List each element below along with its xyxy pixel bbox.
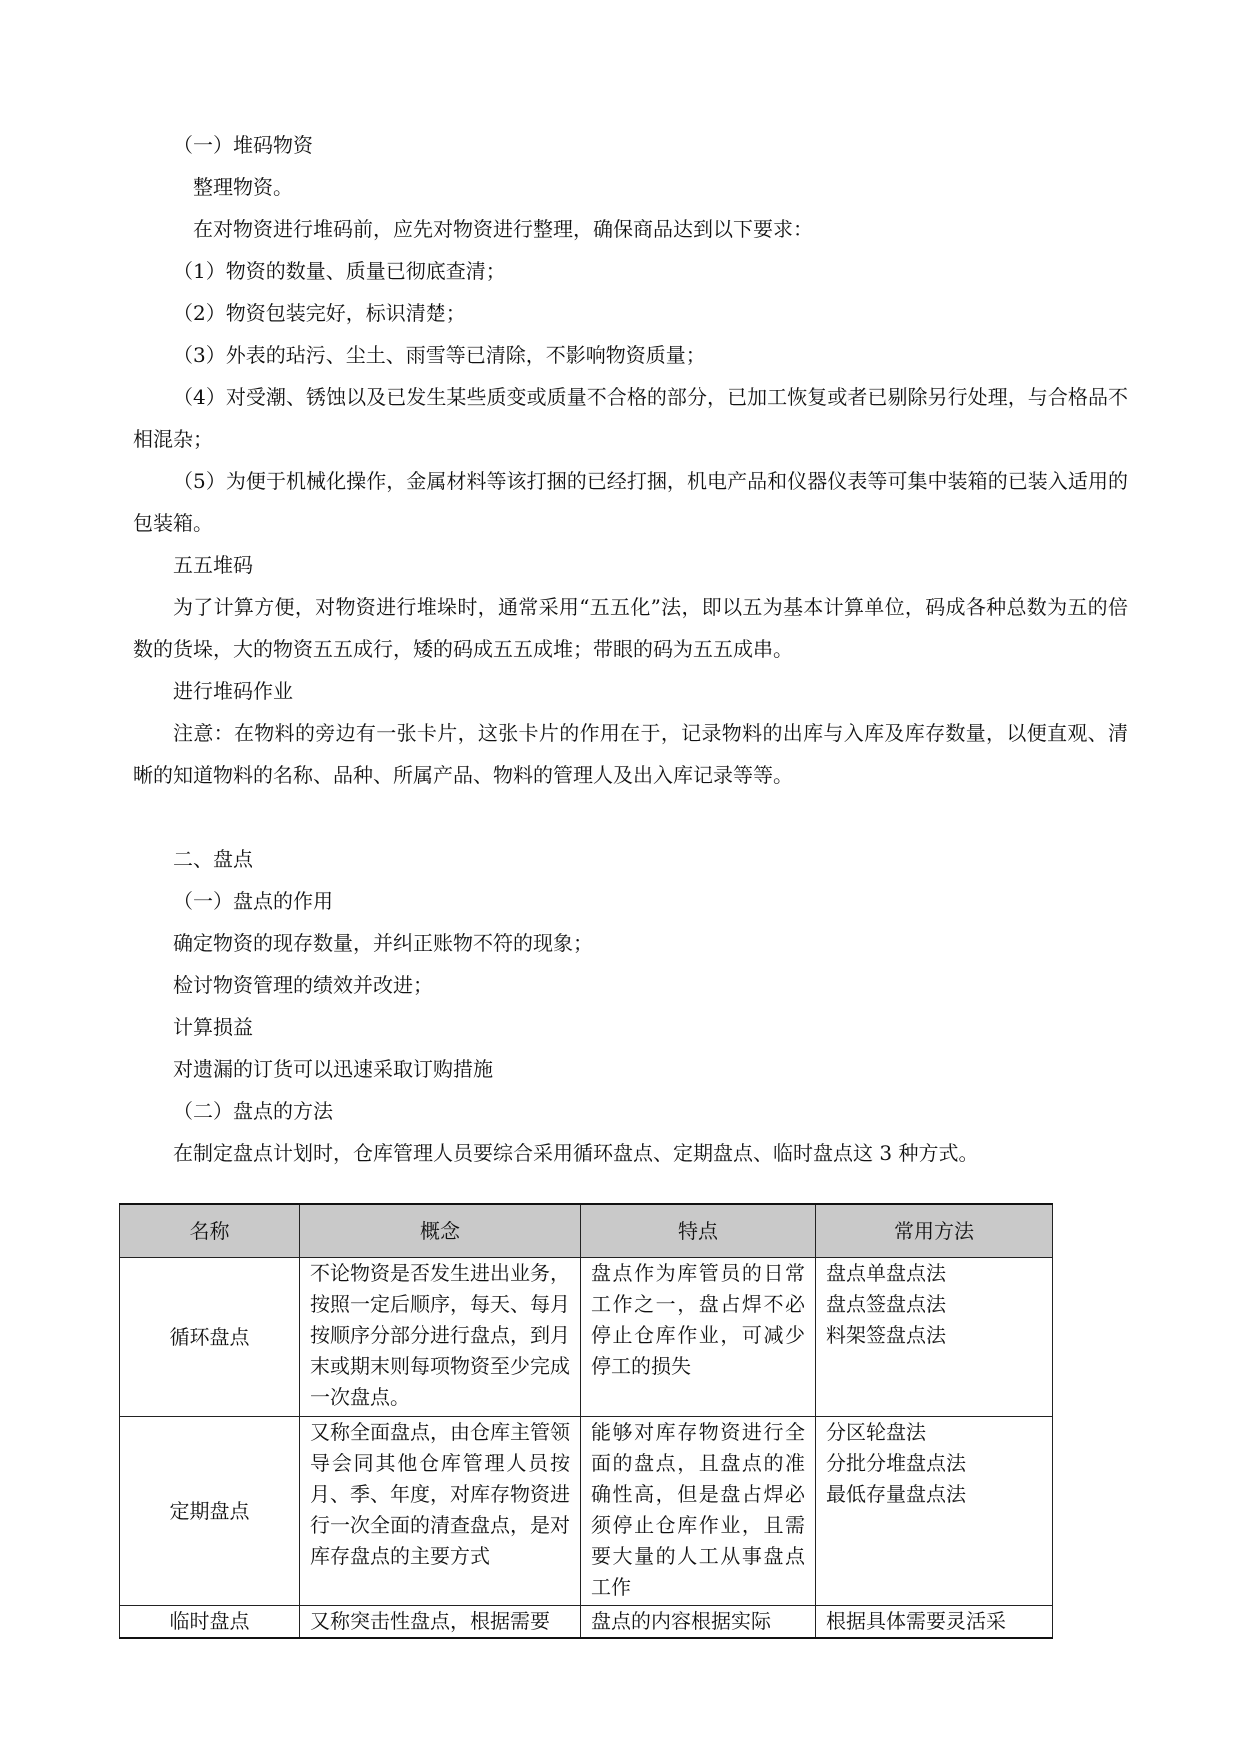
table-row (120, 1417, 1053, 1606)
paragraph-method-intro: 在制定盘点计划时，仓库管理人员要综合采用循环盘点、定期盘点、临时盘点这 3 种方式。 (173, 1141, 979, 1165)
cell-feature: 能够对库存物资进行全面的盘点，且盘点的准确性高，但是盘占焊必须停止仓库作业，且需要大量的人工从事盘点工作 (581, 1417, 816, 1606)
cell-concept: 又称全面盘点，由仓库主管领导会同其他仓库管理人员按月、季、年度，对库存物资进行一次全面的清查盘点，是对库存盘点的主要方式 (300, 1417, 581, 1606)
text-line: 整理物资。 (193, 175, 293, 199)
cell-methods (816, 1258, 1053, 1417)
cell-name: 循环盘点 (120, 1258, 300, 1417)
list-item: 检讨物资管理的绩效并改进； (173, 973, 433, 997)
cell-name: 临时盘点 (120, 1606, 300, 1639)
table-row (120, 1606, 1053, 1639)
inventory-methods-table (119, 1203, 1053, 1639)
cell-methods (816, 1417, 1053, 1606)
table-row (120, 1258, 1053, 1417)
subheading-purpose: （一）盘点的作用 (173, 889, 333, 913)
subheading-operation: 进行堆码作业 (173, 679, 293, 703)
spacer (133, 796, 1128, 838)
list-item: （3）外表的玷污、尘土、雨雪等已清除，不影响物资质量； (173, 343, 706, 367)
column-header: 名称 (120, 1204, 300, 1258)
document-body (133, 124, 1128, 1174)
cell-feature: 盘点的内容根据实际 (581, 1606, 816, 1639)
cell-name: 定期盘点 (120, 1417, 300, 1606)
cell-methods (816, 1606, 1053, 1639)
list-item: （4）对受潮、锈蚀以及已发生某些质变或质量不合格的部分，已加工恢复或者已剔除另行处理，与合格品不相混杂； (133, 385, 1128, 451)
column-header: 概念 (300, 1204, 581, 1258)
method-item: 根据具体需要灵活采 (826, 1609, 1006, 1633)
method-item: 最低存量盘点法 (826, 1482, 966, 1506)
list-item: （1）物资的数量、质量已彻底查清； (173, 259, 506, 283)
list-item: 对遗漏的订货可以迅速采取订购措施 (173, 1057, 493, 1081)
method-item: 盘点单盘点法 (826, 1261, 946, 1285)
method-item: 分批分堆盘点法 (826, 1451, 966, 1475)
text-line: 在对物资进行堆码前，应先对物资进行整理，确保商品达到以下要求： (193, 217, 813, 241)
list-item: 确定物资的现存数量，并纠正账物不符的现象； (173, 931, 593, 955)
list-item: （5）为便于机械化操作，金属材料等该打捆的已经打捆，机电产品和仪器仪表等可集中装箱的已装入适用的包装箱。 (133, 469, 1128, 535)
table-header-row (120, 1204, 1053, 1258)
section-heading: 二、盘点 (173, 847, 253, 871)
column-header: 常用方法 (816, 1204, 1053, 1258)
column-header: 特点 (581, 1204, 816, 1258)
cell-concept: 不论物资是否发生进出业务，按照一定后顺序，每天、每月按顺序分部分进行盘点，到月末或期末则每项物资至少完成一次盘点。 (300, 1258, 581, 1417)
paragraph-wuwu: 为了计算方便，对物资进行堆垛时，通常采用“五五化”法，即以五为基本计算单位，码成各种总数为五的倍数的货垛，大的物资五五成行，矮的码成五五成堆；带眼的码为五五成串。 (133, 595, 1128, 661)
list-item: （2）物资包装完好，标识清楚； (173, 301, 466, 325)
list-item: 计算损益 (173, 1015, 253, 1039)
cell-feature: 盘点作为库管员的日常工作之一，盘占焊不必停止仓库作业，可减少停工的损失 (581, 1258, 816, 1417)
paragraph-note: 注意：在物料的旁边有一张卡片，这张卡片的作用在于，记录物料的出库与入库及库存数量，以便直观、清晰的知道物料的名称、品种、所属产品、物料的管理人及出入库记录等等。 (133, 721, 1128, 787)
subheading-methods: （二）盘点的方法 (173, 1099, 333, 1123)
subheading-stacking: （一）堆码物资 (173, 133, 313, 157)
method-item: 料架签盘点法 (826, 1323, 946, 1347)
method-item: 盘点签盘点法 (826, 1292, 946, 1316)
subheading-wuwu: 五五堆码 (173, 553, 253, 577)
cell-concept: 又称突击性盘点，根据需要 (300, 1606, 581, 1639)
method-item: 分区轮盘法 (826, 1420, 926, 1444)
